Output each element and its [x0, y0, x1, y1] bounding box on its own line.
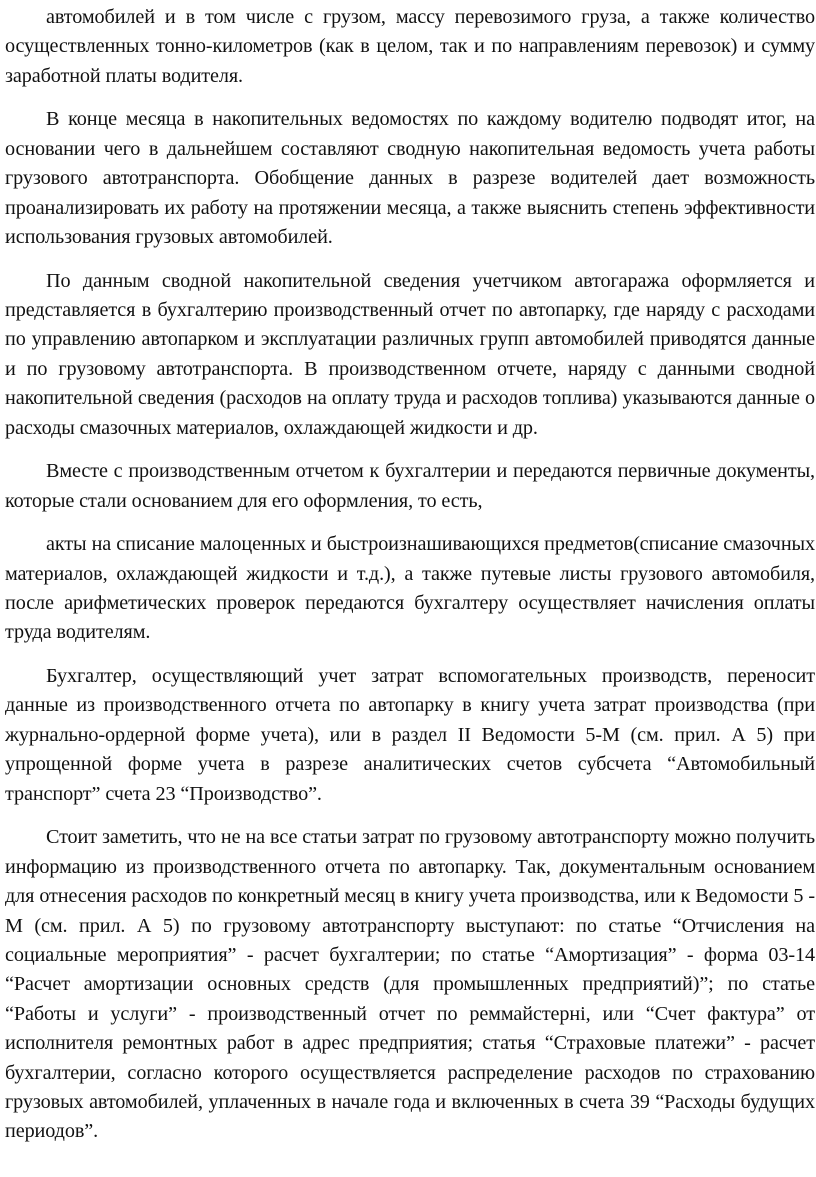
paragraph-5: акты на списание малоценных и быстроизнашивающихся предметов(списание смазочных материалов, охлаждающей жидкости и т.д.), а также путевые листы грузового автомобиля, после арифметических проверок передаются бухгалтеру осуществляет начисления оплаты труда водителям.: [5, 533, 815, 644]
document-page: [5, 0, 815, 1147]
paragraph-3: По данным сводной накопительной сведения учетчиком автогаража оформляется и представляется в бухгалтерию производственный отчет по автопарку, где наряду с расходами по управлению автопарком и эксплуатации различных групп автомобилей приводятся данные и по грузовому автотранспорта. В производственном отчете, наряду с данными сводной накопительной сведения (расходов на оплату труда и расходов топлива) указываются данные о расходы смазочных материалов, охлаждающей жидкости и др.: [5, 269, 815, 439]
paragraph-7: Стоит заметить, что не на все статьи затрат по грузовому автотранспорту можно получить информацию из производственного отчета по автопарку. Так, документальным основанием для отнесения расходов по конкретный месяц в книгу учета производства, или к Ведомости 5 - М (см. прил. А 5) по грузовому автотранспорту выступают: по статье “Отчисления на социальные мероприятия” - расчет бухгалтерии; по статье “Амортизация” - форма 03-14 “Расчет амортизации основных средств (для промышленных предприятий)”; по статье “Работы и услуги” - производственный отчет по реммайстерні, или “Счет фактура” от исполнителя ремонтных работ в адрес предприятия; статья “Страховые платежи” - расчет бухгалтерии, согласно которого осуществляется распределение расходов по страхованию грузовых автомобилей, уплаченных в начале года и включенных в счета 39 “Расходы будущих периодов”.: [5, 826, 815, 1143]
paragraph-6: Бухгалтер, осуществляющий учет затрат вспомогательных производств, переносит данные из производственного отчета по автопарку в книгу учета затрат производства (при журнально-ордерной форме учета), или в раздел II Ведомости 5-М (см. прил. А 5) при упрощенной форме учета в разрезе аналитических счетов субсчета “Автомобильный транспорт” счета 23 “Производство”.: [5, 665, 815, 805]
paragraph-1: автомобилей и в том числе с грузом, массу перевозимого груза, а также количество осуществленных тонно-километров (как в целом, так и по направлениям перевозок) и сумму заработной платы водителя.: [5, 6, 815, 87]
paragraph-4: Вместе с производственным отчетом к бухгалтерии и передаются первичные документы, которые стали основанием для его оформления, то есть,: [5, 460, 815, 512]
paragraph-2: В конце месяца в накопительных ведомостях по каждому водителю подводят итог, на основании чего в дальнейшем составляют сводную накопительная ведомость учета работы грузового автотранспорта. Обобщение данных в разрезе водителей дает возможность проанализировать их работу на протяжении месяца, а также выяснить степень эффективности использования грузовых автомобилей.: [5, 108, 815, 249]
